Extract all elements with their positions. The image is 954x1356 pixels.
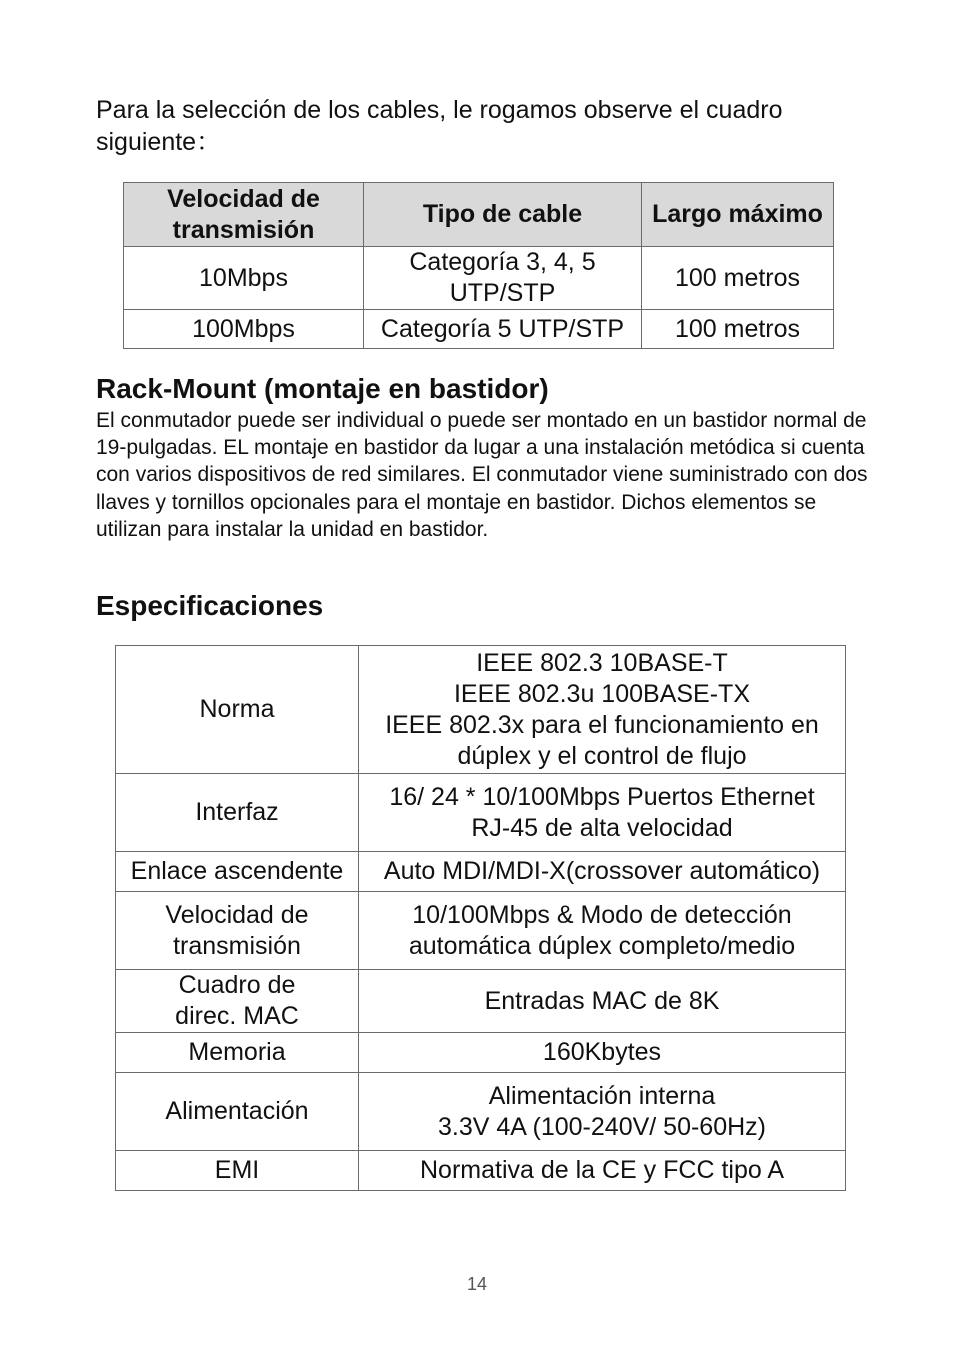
spec-row	[116, 970, 846, 1033]
table-cell: 100 metros	[642, 310, 834, 349]
spec-value-line: IEEE 802.3 10BASE-T	[476, 648, 728, 677]
spec-row	[116, 646, 846, 774]
spec-value-line: dúplex y el control de flujo	[457, 741, 747, 770]
spec-value-line: IEEE 802.3u 100BASE-TX	[453, 679, 750, 708]
column-header: Largo máximo	[642, 183, 834, 247]
table-cell: 100Mbps	[124, 310, 364, 349]
spec-value	[359, 646, 846, 774]
cable-selection-table	[123, 182, 834, 349]
spec-label: Interfaz	[116, 774, 359, 852]
spec-value	[359, 970, 846, 1033]
spec-value	[359, 774, 846, 852]
table-row	[124, 247, 834, 310]
spec-value-line: Normativa de la CE y FCC tipo A	[419, 1156, 784, 1184]
spec-row	[116, 1073, 846, 1151]
spec-value-line: Auto MDI/MDI-X(crossover automático)	[383, 857, 821, 885]
spec-value	[359, 892, 846, 970]
table-cell: 100 metros	[642, 247, 834, 310]
spec-value-line: 16/ 24 * 10/100Mbps Puertos Ethernet	[389, 782, 815, 811]
spec-value	[359, 1151, 846, 1191]
rack-mount-heading: Rack-Mount (montaje en bastidor)	[96, 373, 549, 404]
spec-row	[116, 1151, 846, 1191]
spec-label: Alimentación	[116, 1073, 359, 1151]
spec-value-line: automática dúplex completo/medio	[408, 931, 796, 960]
spec-label: Velocidad de transmisión	[116, 892, 359, 970]
table-cell: Categoría 3, 4, 5 UTP/STP	[364, 247, 642, 310]
specifications-table	[115, 645, 846, 1191]
spec-row	[116, 852, 846, 892]
specifications-heading: Especificaciones	[96, 590, 324, 621]
intro-paragraph: Para la selección de los cables, le rogamos observe el cuadro siguiente：	[96, 96, 783, 156]
spec-label: EMI	[116, 1151, 359, 1191]
spec-value-line: RJ-45 de alta velocidad	[471, 813, 733, 842]
spec-row	[116, 1033, 846, 1073]
spec-label: Memoria	[116, 1033, 359, 1073]
spec-value-line: 10/100Mbps & Modo de detección	[412, 900, 792, 929]
spec-label: Cuadro de direc. MAC	[116, 970, 359, 1033]
table-cell: 10Mbps	[124, 247, 364, 310]
column-header: Velocidad de transmisión	[124, 183, 364, 247]
spec-value-line: Entradas MAC de 8K	[484, 986, 720, 1015]
spec-value-line: 160Kbytes	[542, 1038, 662, 1066]
table-cell: Categoría 5 UTP/STP	[364, 310, 642, 349]
spec-value-line: IEEE 802.3x para el funcionamiento en	[385, 710, 819, 739]
table-header-row	[124, 183, 834, 247]
rack-mount-paragraph: El conmutador puede ser individual o puede ser montado en un bastidor normal de 19-pulgadas. EL montaje en bastidor da lugar a una instalación metódica si cuenta con varios dispositivos de red similares. El conmutador viene suministrado con dos llaves y tornillos opcionales para el montaje en bastidor. Dichos elementos se utilizan para instalar la unidad en bastidor.	[96, 409, 868, 541]
spec-row	[116, 774, 846, 852]
spec-row	[116, 892, 846, 970]
table-row	[124, 310, 834, 349]
spec-label: Enlace ascendente	[116, 852, 359, 892]
spec-value-line: 3.3V 4A (100-240V/ 50-60Hz)	[438, 1112, 766, 1141]
column-header: Tipo de cable	[364, 183, 642, 247]
spec-value	[359, 852, 846, 892]
spec-value-line: Alimentación interna	[488, 1081, 716, 1110]
page-number: 14	[466, 1274, 488, 1294]
spec-value	[359, 1033, 846, 1073]
spec-value	[359, 1073, 846, 1151]
spec-label: Norma	[116, 646, 359, 774]
